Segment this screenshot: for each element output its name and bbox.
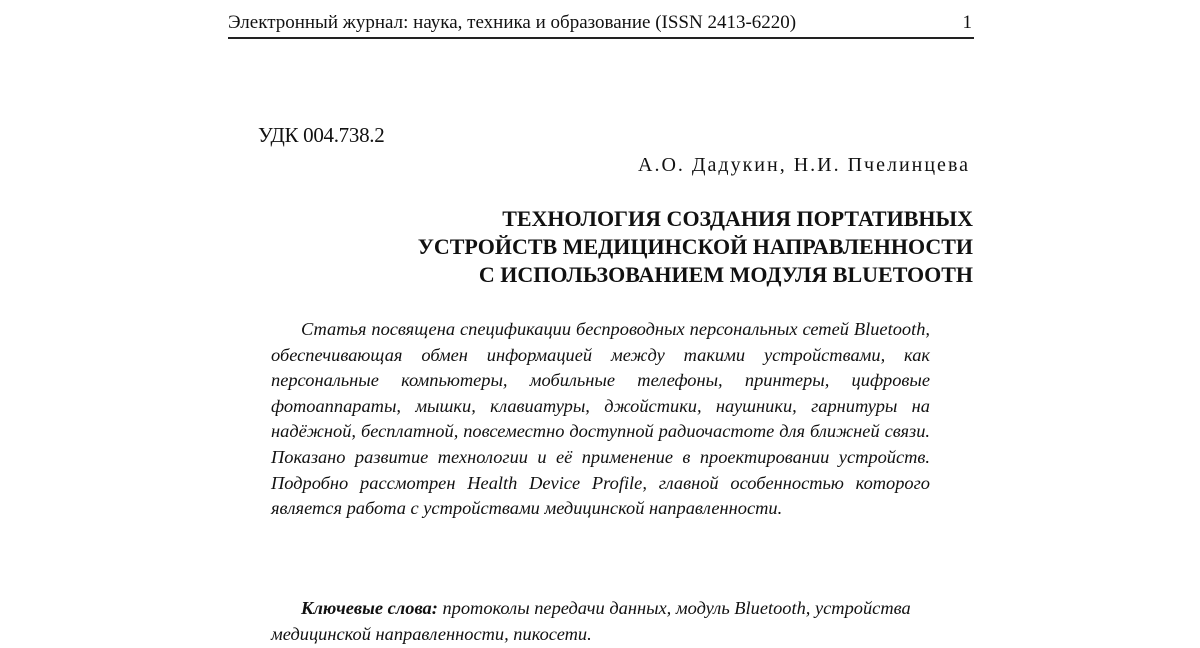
running-header xyxy=(228,9,974,39)
keywords-label: Ключевые слова: xyxy=(301,598,438,618)
page-number: 1 xyxy=(962,12,972,33)
article-title xyxy=(273,205,973,289)
udk-code: УДК 004.738.2 xyxy=(258,123,385,147)
keywords-text: протоколы передачи данных, модуль Bluetooth, устройства медицинской направленности, пикосети. xyxy=(271,598,911,644)
journal-name: Электронный журнал: наука, техника и образование (ISSN 2413-6220) xyxy=(228,12,797,33)
keywords xyxy=(271,596,930,647)
abstract: Статья посвящена спецификации беспроводных персональных сетей Bluetooth, обеспечивающая обмен информацией между такими устройствами, как персональные компьютеры, мобильные телефоны, принтеры, цифровые фотоаппараты, мышки, клавиатуры, джойстики, наушники, гарнитуры на надёжной, бесплатной, повсеместно доступной радиочастоте для ближней связи. Показано развитие технологии и её применение в проектировании устройств. Подробно рассмотрен Health Device Profile, главной особенностью которого является работа с устройствами медицинской направленности. xyxy=(271,319,930,519)
title-line: ТЕХНОЛОГИЯ СОЗДАНИЯ ПОРТАТИВНЫХ xyxy=(502,206,973,231)
title-line: С ИСПОЛЬЗОВАНИЕМ МОДУЛЯ BLUETOOTH xyxy=(478,262,973,287)
title-line: УСТРОЙСТВ МЕДИЦИНСКОЙ НАПРАВЛЕННОСТИ xyxy=(417,234,973,259)
authors: А.О. Дадукин, Н.И. Пчелинцева xyxy=(638,154,970,176)
